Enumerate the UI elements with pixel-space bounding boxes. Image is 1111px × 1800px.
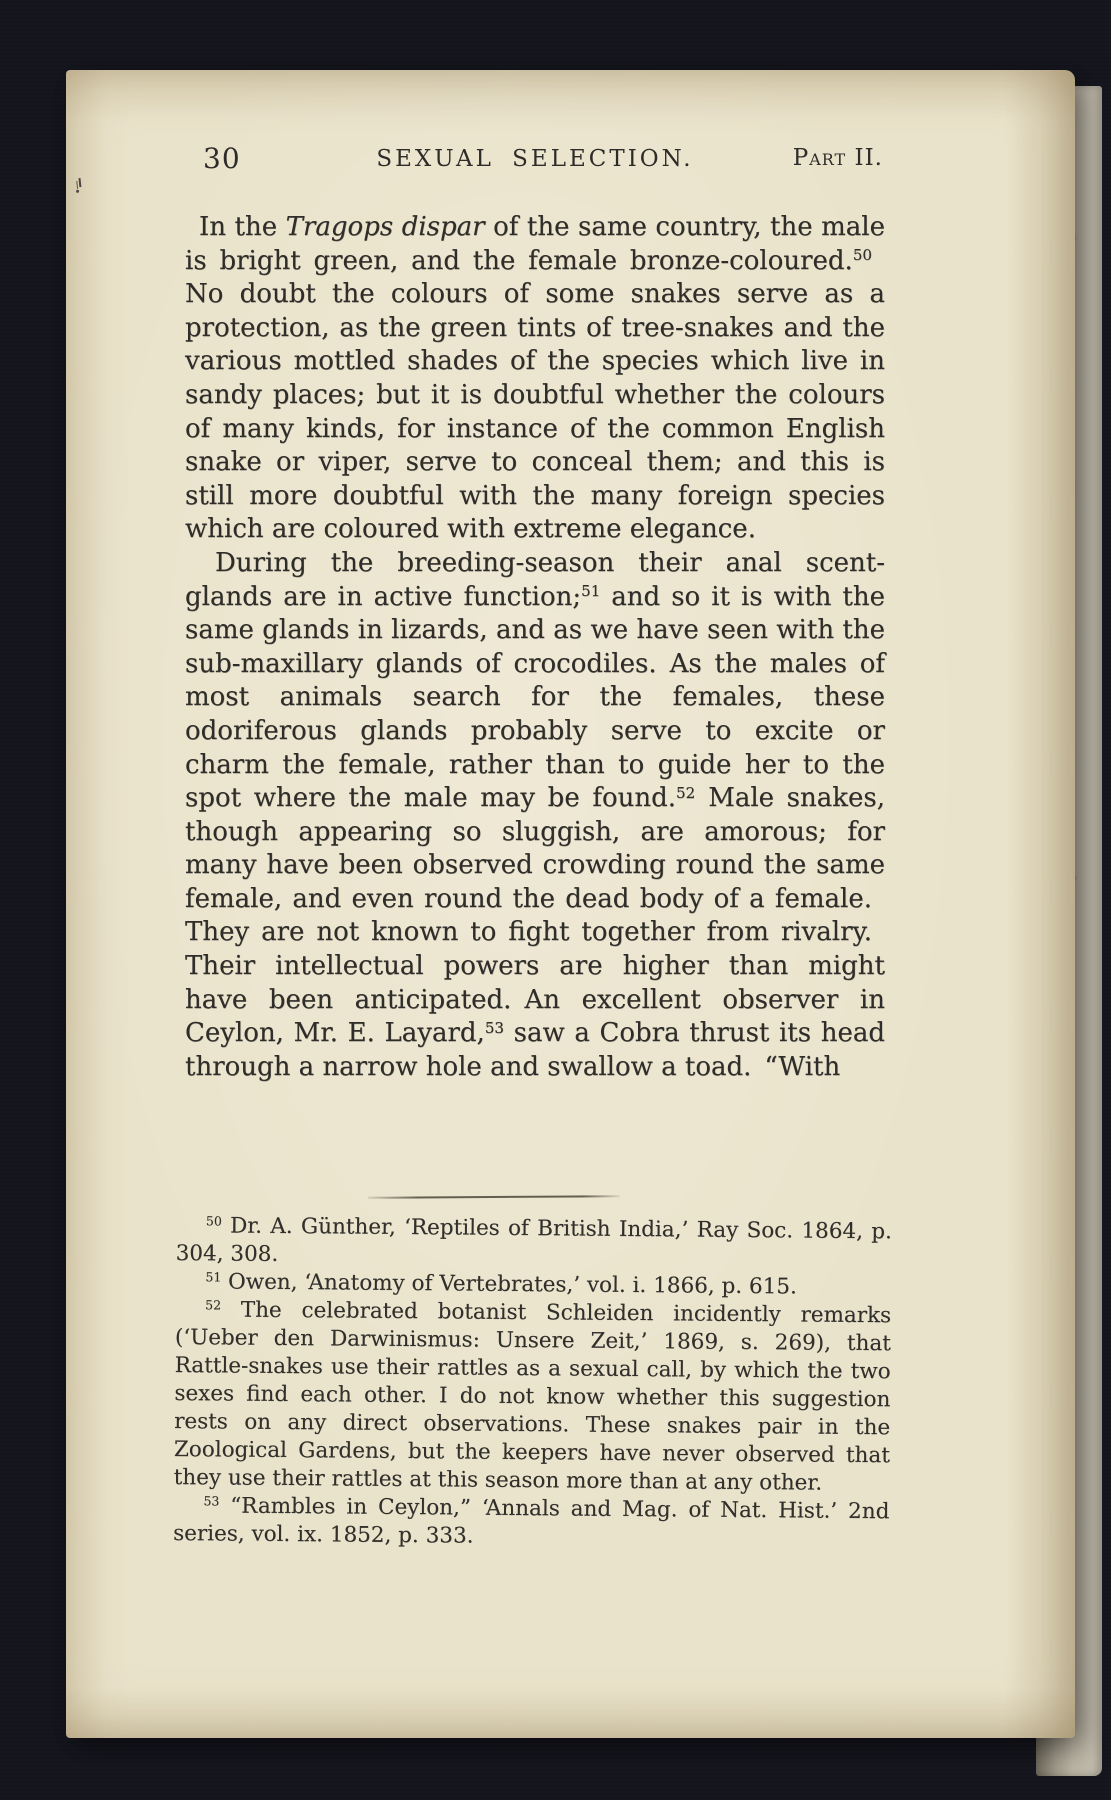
running-title: SEXUAL SELECTION. [376,146,694,172]
footnote-marker: 53 [203,1493,220,1509]
book-page [66,70,1075,1738]
footnote-marker: 53 [484,1018,504,1037]
text-segment: Owen, ‘Anatomy of Vertebrates,’ vol. i. 1866, p. 615. [221,1269,797,1300]
text-segment: In the [199,212,286,242]
text-segment: The celebrated botanist Schleiden incidently remarks (‘Ueber den Darwinismus: Unsere Zeit,’ 1869, s. 269), that Rattle-snakes use their rattles as a sexual call, by which the two sexes find each other. I do not know whether this suggestion rests on any direct observations. These snakes pair in the Zoological Gardens, but the keepers have never observed that they use their rattles at this season more than at any other. [173,1297,892,1496]
footnote-marker: 50 [852,246,872,265]
footnotes [173,1212,892,1554]
footnote-marker: 50 [205,1213,222,1229]
text-segment: “Rambles in Ceylon,” ‘Annals and Mag. of Nat. Hist.’ 2nd series, vol. ix. 1852, p. 333. [173,1493,890,1549]
page-header [185,142,885,176]
footnote-53 [173,1492,889,1554]
footnote-marker: 51 [581,582,601,601]
text-segment: saw a Cobra thrust its head through a narrow hole and swallow a toad. “With [185,1018,885,1082]
margin-ink-mark [72,177,86,197]
body-text [185,211,885,1084]
footnote-52 [174,1296,892,1498]
footnote-marker: 51 [205,1269,222,1285]
text-segment: of the same country, the male is bright green, and the female bronze-coloured. [185,212,885,276]
paragraph [185,211,885,547]
text-segment: and so it is with the same glands in lizards, and as we have seen with the sub-maxillary glands of crocodiles. As the males of most animals search for the females, these odoriferous glands probably serve to excite or charm the female, rather than to guide her to the spot where the male may be found. [185,581,885,814]
part-label: Part II. [792,145,883,171]
page-number: 30 [203,142,241,175]
text-segment: No doubt the colours of some snakes serve as a protection, as the green tints of tree-snakes and the various mottled shades of the species which live in sandy places; but it is doubtful whether the colours of many kinds, for instance of the common English snake or viper, serve to conceal them; and this is still more doubtful with the many foreign species which are coloured with extreme elegance. [185,245,885,545]
text-segment: Tragops dispar [285,212,485,242]
text-segment: During the breeding-season their anal scent-glands are in active function; [185,547,885,612]
text-segment: Male snakes, though appearing so sluggish, are amorous; for many have been observed crowding round the same female, and even round the dead body of a female. They are not known to fight together from rivalry. Their intellectual powers are higher than might have been anticipated. An excellent observer in Ceylon, Mr. E. Layard, [185,783,885,1049]
footnote-divider [368,1195,620,1199]
text-segment: Dr. A. Günther, ‘Reptiles of British India,’ Ray Soc. 1864, p. 304, 308. [175,1213,892,1267]
footnote-50 [176,1212,892,1274]
footnote-marker: 52 [205,1297,222,1313]
footnote-marker: 52 [676,783,696,802]
paragraph [185,547,885,1085]
